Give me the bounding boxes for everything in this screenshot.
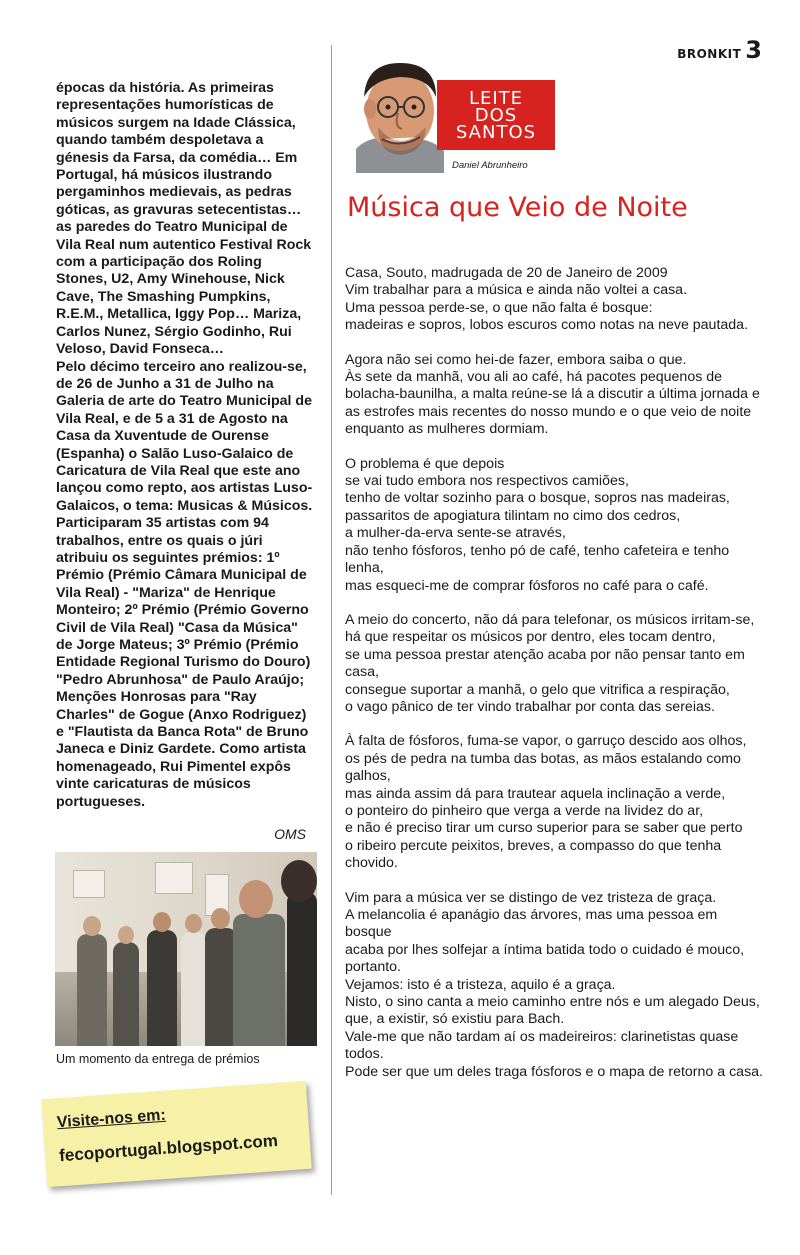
article-paragraph: épocas da história. As primeiras representações humorísticas de músicos surgem na Idade Clássica, quando também despoletava a génesis da Farsa, da comédia… Em Portugal, há músicos ilustrando pergaminhos medievais, as pedras góticas, as gravuras setecentistas… as paredes do Teatro Municipal de Vila Real num autentico Festival Rock com a participação dos Roling Stones, U2, Amy Winehouse, Nick Cave, The Smashing Pumpkins, R.E.M., Metallica, Iggy Pop… Mariza, Carlos Nunez, Sérgio Godinho, Rui Veloso, David Fonseca… [56, 80, 312, 358]
magazine-brand: BRONKIT [677, 47, 742, 61]
poem-text [345, 265, 767, 1098]
column-logo [437, 80, 555, 150]
logo-line: SANTOS [455, 121, 537, 143]
logo-line: DOS [474, 104, 518, 126]
sticky-note [41, 1081, 311, 1187]
author-name: Daniel Abrunheiro [452, 160, 528, 171]
article-paragraph: Pelo décimo terceiro ano realizou-se, de 26 de Junho a 31 de Julho na Galeria de arte do Teatro Municipal de Vila Real, e de 5 a 31 de Agosto na Casa da Xuventude de Ourense (Espanha) o Salão Luso-Galaico de Caricatura de Vila Real que este ano lançou como repto, aos artistas Luso-Galaicos, o tema: Musicas & Músicos. Participaram 35 artistas com 94 trabalhos, entre os quais o júri atribuiu os seguintes prémios: 1º Prémio (Prémio Câmara Municipal de Vila Real) - "Mariza" de Henrique Monteiro; 2º Prémio (Prémio Governo Civil de Vila Real) "Casa da Música" de Jorge Mateus; 3º Prémio (Prémio Entidade Regional Turismo do Douro) "Pedro Abrunhosa" de Paulo Araújo; Menções Honrosas para "Ray Charles" de Gogue (Anxo Rodriguez) e "Flautista da Banca Rota" de Bruno Janeca e Diniz Gardete. Como artista homenageado, Rui Pimentel expôs vinte caricaturas de músicos portugueses. [56, 358, 313, 810]
poem-stanza: Vim para a música ver se distingo de vez tristeza de graça. A melancolia é apanágio das árvores, mas uma pessoa em bosque acaba por lhes solfejar a íntima batida todo o cuidado é mouco, portanto. Vejamos: isto é a tristeza, aquilo é a graça. Nisto, o sino canta a meio caminho entre nós e um alegado Deus, que, a existir, só existiu para Bach. Vale-me que não tardam aí os madeireiros: clarinetistas quase todos. Pode ser que um deles traga fósforos e o mapa de retorno a casa. [345, 889, 763, 1080]
poem-stanza: Agora não sei como hei-de fazer, embora saiba o que. Às sete da manhã, vou ali ao café, há pacotes pequenos de bolacha-baunilha, a malta reúne-se lá a discutir a última jornada e as estrofes mais recentes do nosso mundo e o que veio de noite enquanto as mulheres dormiam. [345, 351, 760, 438]
page-header [677, 38, 762, 62]
poem-stanza: A meio do concerto, não dá para telefonar, os músicos irritam-se, há que respeitar os músicos por dentro, eles tocam dentro, se uma pessoa prestar atenção acaba por não pensar tanto em casa, consegue suportar a manhã, o gelo que vitrifica a respiração, o vago pânico de ter vindo trabalhar por conta das sereias. [345, 611, 755, 715]
left-article-text [56, 80, 314, 811]
visit-us-label: Visite-nos em: [56, 1106, 167, 1132]
poem-stanza: À falta de fósforos, fuma-se vapor, o garruço descido aos olhos, os pés de pedra na tumba das botas, as mãos estalando como galhos, mas ainda assim dá para trautear aquela inclinação a verde, o ponteiro do pinheiro que verga a verde na lividez do ar, e não é preciso tirar um curso superior para se saber que perto o ribeiro percute peixitos, breves, a compasso do que tenha chovido. [345, 733, 747, 872]
article-signature: OMS [274, 826, 306, 842]
poem-stanza: Casa, Souto, madrugada de 20 de Janeiro de 2009 Vim trabalhar para a música e ainda não voltei a casa. Uma pessoa perde-se, o que não falta é bosque: madeiras e sopros, lobos escuros como notas na neve pautada. [345, 265, 749, 334]
page-number: 3 [745, 36, 762, 64]
logo-line: LEITE [468, 87, 524, 109]
blog-url[interactable]: fecoportugal.blogspot.com [58, 1130, 279, 1166]
photo-caption: Um momento da entrega de prémios [56, 1052, 260, 1066]
poem-stanza: O problema é que depois se vai tudo embora nos respectivos camiões, tenho de voltar sozinho para o bosque, sopros nas madeiras, passaritos de apogiatura tilintam no cimo dos cedros, a mulher-da-erva sente-se através, não tenho fósforos, tenho pó de café, tenho cafeteira e tenho lenha, mas esqueci-me de comprar fósforos no café para o café. [345, 455, 730, 594]
article-title: Música que Veio de Noite [347, 192, 688, 223]
column-divider [331, 45, 332, 1195]
award-ceremony-photo [55, 852, 317, 1046]
